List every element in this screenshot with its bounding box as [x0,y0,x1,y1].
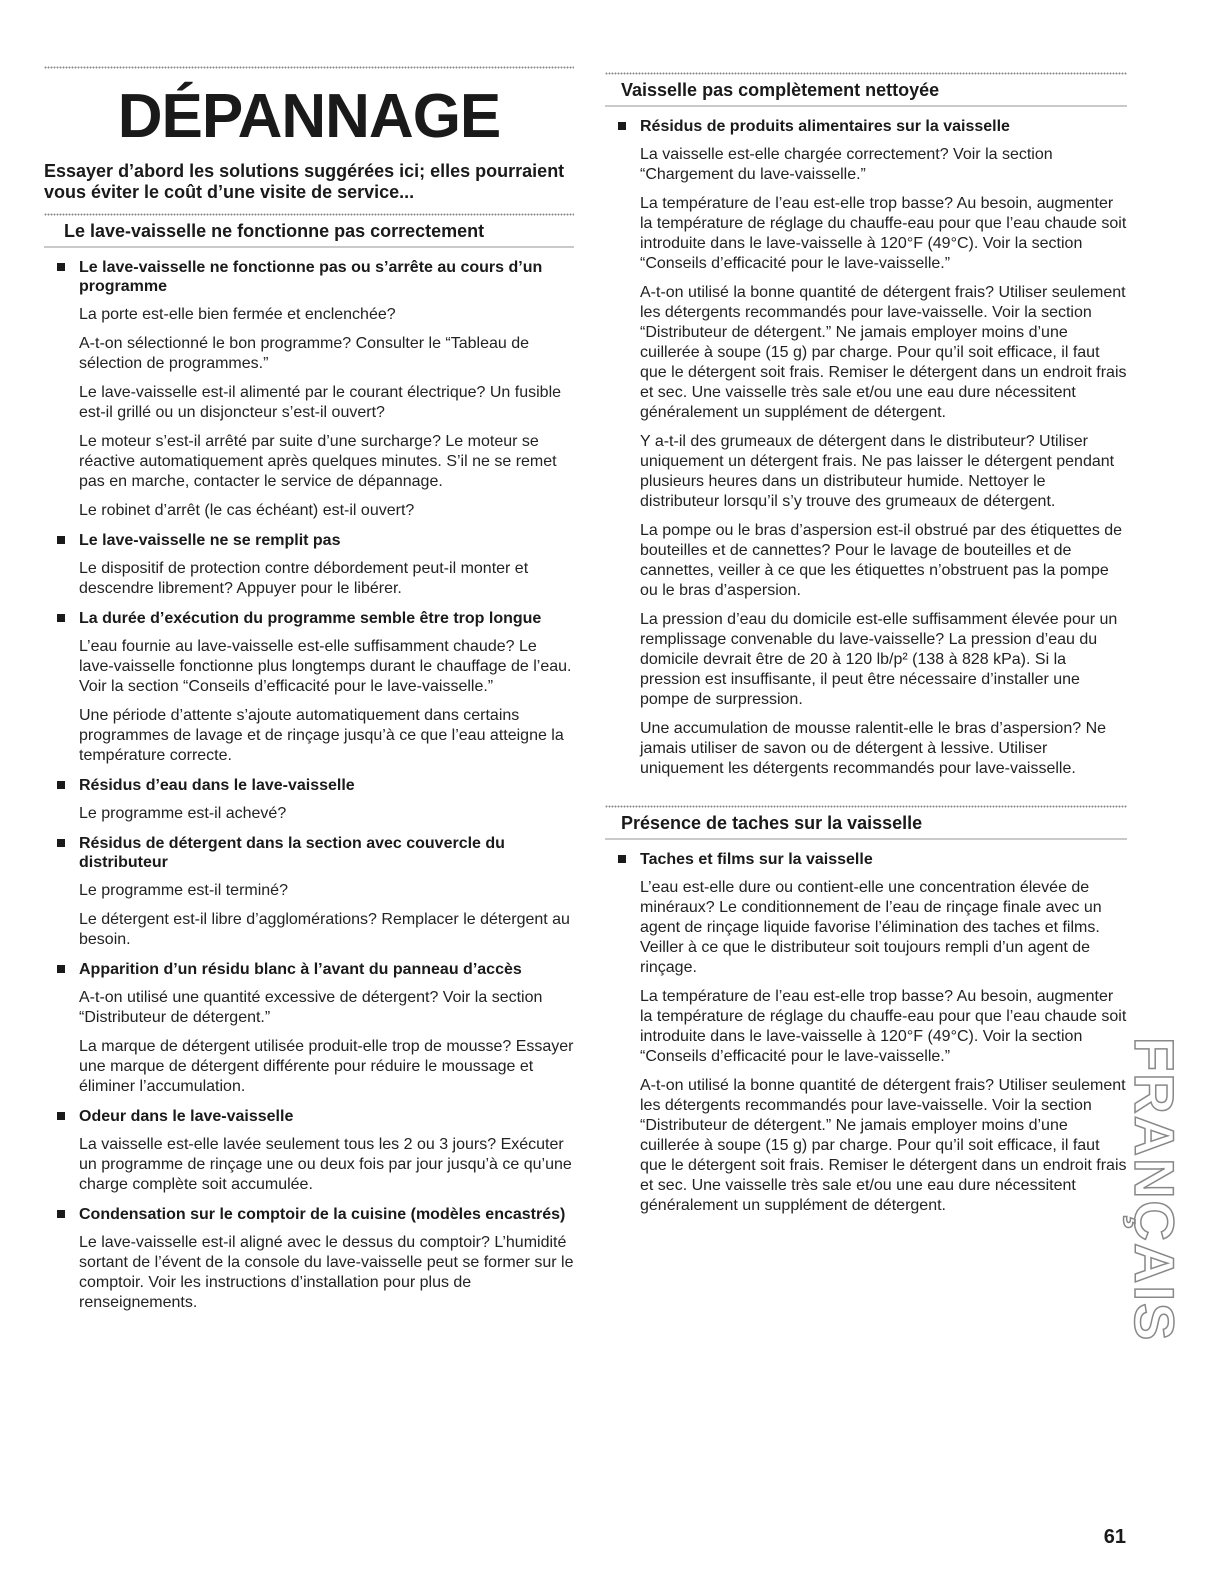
square-bullet-icon [57,781,65,789]
trouble-item-title [44,1205,574,1224]
top-rule [44,66,574,69]
trouble-item-paragraph: Une période d’attente s’ajoute automatiquement dans certains programmes de lavage et de rinçage jusqu’à ce que l’eau atteigne la température correcte. [79,707,564,764]
trouble-item-paragraph: A-t-on utilisé la bonne quantité de détergent frais? Utiliser seulement les détergents recommandés pour lave-vaisselle. Voir la section “Distributeur de détergent.” Ne jamais employer moins d’une cuillerée à soupe (15 g) par charge. Pour qu’il soit efficace, il faut que le détergent soit frais. Remiser le détergent dans un endroit frais et sec. Une vaisselle très sale et/ou une eau dure nécessitent généralement un supplément de détergent. [640,1077,1127,1214]
trouble-item-title-text: Odeur dans le lave-vaisselle [79,1108,294,1125]
section-rule-bottom-1 [605,105,1127,107]
trouble-item-title-text: Le lave-vaisselle ne se remplit pas [79,532,341,549]
right-column [605,0,1127,1225]
trouble-item [44,834,574,950]
trouble-item-paragraph: A-t-on sélectionné le bon programme? Consulter le “Tableau de sélection de programmes.” [79,335,530,372]
square-bullet-icon [57,536,65,544]
trouble-item-title [44,1107,574,1126]
right-items-1 [605,850,1127,1216]
trouble-item-paragraph: La marque de détergent utilisée produit-elle trop de mousse? Essayer une marque de détergent différente pour réduire le moussage et éliminer l’accumulation. [79,1038,574,1095]
trouble-item-paragraph: La température de l’eau est-elle trop basse? Au besoin, augmenter la température de réglage du chauffe-eau pour que l’eau chaude soit introduite dans le lave-vaisselle à 120°F (49°C). Voir la section “Conseils d’efficacité pour le lave-vaisselle.” [640,195,1127,272]
square-bullet-icon [57,1112,65,1120]
trouble-item-title-text: Résidus de détergent dans la section avec couvercle du distributeur [79,835,505,871]
trouble-item-paragraph: Le détergent est-il libre d’agglomérations? Remplacer le détergent au besoin. [79,911,570,948]
page-number: 61 [1103,1526,1126,1548]
left-items [44,258,574,1313]
trouble-item-paragraph: Le dispositif de protection contre débordement peut-il monter et descendre librement? Appuyer pour le libérer. [79,560,529,597]
trouble-item-paragraph: A-t-on utilisé une quantité excessive de détergent? Voir la section “Distributeur de détergent.” [79,989,543,1026]
trouble-item-paragraph: La pompe ou le bras d’aspersion est-il obstrué par des étiquettes de bouteilles et de cannettes? Pour le lavage de bouteilles et de cannettes, veiller à ce que les étiquettes n’obstruent pas la pompe ou le bras d’aspersion. [640,522,1123,599]
trouble-item [44,960,574,1097]
trouble-item-title-text: Apparition d’un résidu blanc à l’avant du panneau d’accès [79,961,522,978]
trouble-item-title [44,834,574,872]
trouble-item-paragraph: Le lave-vaisselle est-il aligné avec le dessus du comptoir? L’humidité sortant de l’évent de la console du lave-vaisselle peut se former sur le comptoir. Voir les instructions d’installation pour plus de renseignements. [79,1234,574,1311]
trouble-item-title [605,117,1127,136]
trouble-item-paragraph: Le programme est-il achevé? [79,805,287,822]
trouble-item [44,1107,574,1195]
square-bullet-icon [618,855,626,863]
trouble-item [44,531,574,599]
section-heading-spots: Présence de taches sur la vaisselle [621,813,923,833]
trouble-item-title-text: Résidus de produits alimentaires sur la vaisselle [640,118,1010,135]
section-rule-bottom [44,246,574,248]
trouble-item-paragraph: L’eau fournie au lave-vaisselle est-elle suffisamment chaude? Le lave-vaisselle fonctionne plus longtemps durant le chauffage de l’eau. Voir la section “Conseils d’efficacité pour le lave-vaisselle.” [79,638,572,695]
trouble-item-paragraph: La vaisselle est-elle chargée correctement? Voir la section “Chargement du lave-vaisselle.” [640,146,1053,183]
section-heading-not-working: Le lave-vaisselle ne fonctionne pas correctement [64,221,485,241]
trouble-item-paragraph: Le moteur s’est-il arrêté par suite d’une surcharge? Le moteur se réactive automatiquement après quelques minutes. S’il ne se remet pas en marche, contacter le service de dépannage. [79,433,557,490]
trouble-item-title [44,531,574,550]
trouble-item-paragraph: Le lave-vaisselle est-il alimenté par le courant électrique? Un fusible est-il grillé ou un disjoncteur s’est-il ouvert? [79,384,562,421]
trouble-item-title-text: Condensation sur le comptoir de la cuisine (modèles encastrés) [79,1206,566,1223]
square-bullet-icon [57,839,65,847]
section-heading-not-clean: Vaisselle pas complètement nettoyée [621,80,940,100]
trouble-item-title [44,776,574,795]
trouble-item-paragraph: La vaisselle est-elle lavée seulement tous les 2 ou 3 jours? Exécuter un programme de rinçage une ou deux fois par jour jusqu’à ce qu’une charge complète soit accumulée. [79,1136,572,1193]
trouble-item [44,258,574,521]
trouble-item [605,850,1127,1216]
intro-text: Essayer d’abord les solutions suggérées ici; elles pourraient vous éviter le coût d’une visite de service... [44,161,565,202]
page-title: DÉPANNAGE [117,82,501,151]
trouble-item-paragraph: La température de l’eau est-elle trop basse? Au besoin, augmenter la température de réglage du chauffe-eau pour que l’eau chaude soit introduite dans le lave-vaisselle à 120°F (49°C). Voir la section “Conseils d’efficacité pour le lave-vaisselle.” [640,988,1127,1065]
trouble-item-paragraph: La pression d’eau du domicile est-elle suffisamment élevée pour un remplissage convenable du lave-vaisselle? La pression d’eau du domicile devrait être de 20 à 120 lb/p² (138 à 828 kPa). Si la pression est insuffisante, il peut être nécessaire d’installer une pompe de surpression. [640,611,1118,708]
trouble-item-paragraph: La porte est-elle bien fermée et enclenchée? [79,306,396,323]
trouble-item [44,1205,574,1313]
trouble-item-paragraph: L’eau est-elle dure ou contient-elle une concentration élevée de minéraux? Le conditionnement de l’eau de rinçage finale avec un agent de rinçage liquide favorise l’élimination des taches et films. Veiller à ce que le distributeur soit toujours rempli d’un agent de rinçage. [640,879,1102,976]
trouble-item-paragraph: A-t-on utilisé la bonne quantité de détergent frais? Utiliser seulement les détergents recommandés pour lave-vaisselle. Voir la section “Distributeur de détergent.” Ne jamais employer moins d’une cuillerée à soupe (15 g) par charge. Pour qu’il soit efficace, il faut que le détergent soit frais. Remiser le détergent dans un endroit frais et sec. Une vaisselle très sale et/ou une eau dure nécessitent généralement un supplément de détergent. [640,284,1127,421]
trouble-item-paragraph: Le robinet d’arrêt (le cas échéant) est-il ouvert? [79,502,415,519]
trouble-item-title [44,960,574,979]
section-rule-bottom-2 [605,838,1127,840]
left-column [44,0,574,1322]
trouble-item-paragraph: Y a-t-il des grumeaux de détergent dans le distributeur? Utiliser uniquement un détergent frais. Ne pas laisser le détergent pendant plusieurs heures dans un distributeur humide. Nettoyer le distributeur lorsqu’il s’y trouve des grumeaux de détergent. [640,433,1115,510]
trouble-item-paragraph: Le programme est-il terminé? [79,882,288,899]
right-items-0 [605,117,1127,779]
trouble-item [605,117,1127,779]
trouble-item [44,609,574,766]
trouble-item [44,776,574,824]
trouble-item-title [44,258,574,296]
trouble-item-title-text: Le lave-vaisselle ne fonctionne pas ou s’arrête au cours d’un programme [79,259,543,295]
language-side-tab: FRANÇAIS [1123,1037,1186,1343]
trouble-item-title-text: La durée d’exécution du programme semble être trop longue [79,610,542,627]
trouble-item-title-text: Résidus d’eau dans le lave-vaisselle [79,777,355,794]
square-bullet-icon [57,1210,65,1218]
trouble-item-title [605,850,1127,869]
trouble-item-paragraph: Une accumulation de mousse ralentit-elle le bras d’aspersion? Ne jamais utiliser de savon ou de détergent à lessive. Utiliser uniquement les détergents recommandés pour lave-vaisselle. [640,720,1107,777]
square-bullet-icon [618,122,626,130]
square-bullet-icon [57,965,65,973]
trouble-item-title-text: Taches et films sur la vaisselle [640,851,873,868]
trouble-item-title [44,609,574,628]
square-bullet-icon [57,263,65,271]
square-bullet-icon [57,614,65,622]
